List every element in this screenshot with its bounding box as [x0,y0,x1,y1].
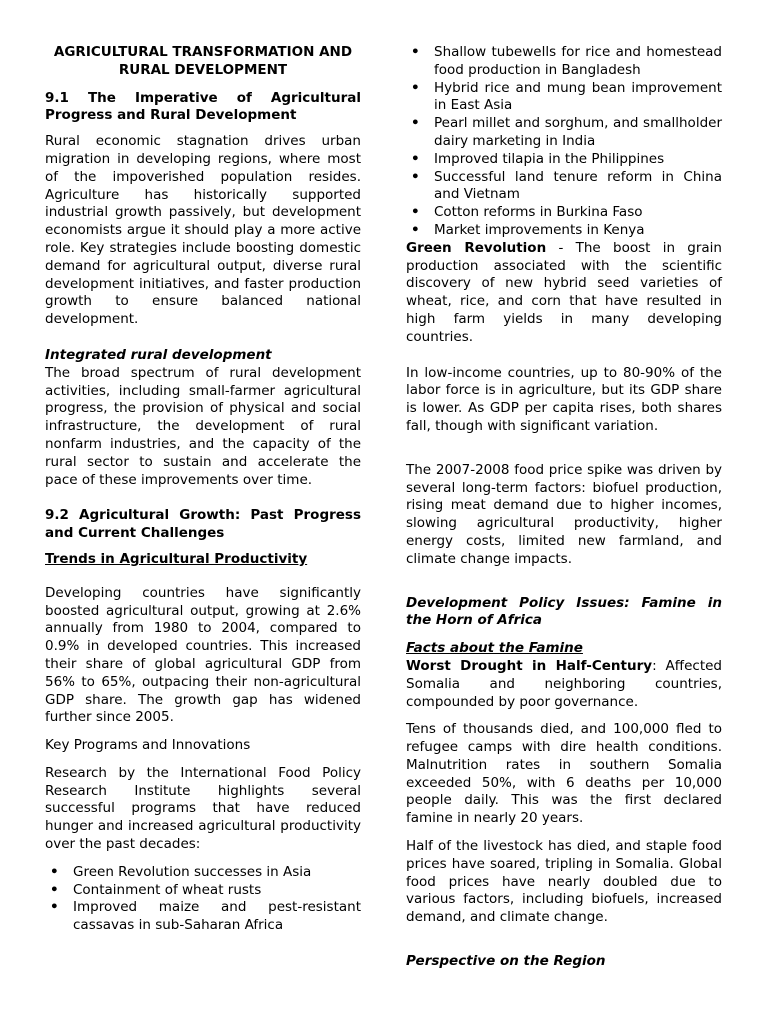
list-item: • Market improvements in Kenya [406,222,722,240]
drought-term: Worst Drought in Half-Century [406,657,653,674]
famine-facts-heading: Facts about the Famine [406,640,583,657]
programs-paragraph: Research by the International Food Policy Research Institute highlights several successful programs that have reduced hunger and increased agricultural productivity over the past decades: [45,764,361,853]
integrated-rural-development-definition: The broad spectrum of rural development activities, including small-farmer agricultural progress, the provision of physical and social infrastructure, the development of rural nonfarm industries, and the capacity of the rural sector to sustain and accelerate the pace of these improvements over time. [45,364,361,488]
trends-paragraph: Developing countries have significantly boosted agricultural output, growing at 2.6% annually from 1980 to 2004, compared to 0.9% in developed countries. This increased their share of global agricultural GDP from 56% to 65%, outpacing their non-agricultural GDP share. The growth gap has widened further since 2005. [45,584,361,726]
list-item: • Hybrid rice and mung bean improvement in East Asia [406,80,722,116]
green-revolution-term: Green Revolution [406,239,547,256]
famine-heading: Development Policy Issues: Famine in the Horn of Africa [406,594,722,629]
left-column [45,44,361,935]
section-9-1-heading: 9.1 The Imperative of Agricultural Progress and Rural Development [45,89,361,124]
drought-text: : Affected Somalia and neighboring countries, compounded by poor governance. [406,657,722,710]
list-item: • Shallow tubewells for rice and homestead food production in Bangladesh [406,44,722,80]
trends-heading: Trends in Agricultural Productivity [45,550,308,567]
programs-heading: Key Programs and Innovations [45,737,251,754]
list-item: • Improved maize and pest-resistant cassavas in sub-Saharan Africa [45,899,361,935]
green-revolution-definition [406,240,722,347]
list-item: • Cotton reforms in Burkina Faso [406,204,722,222]
list-item: • Pearl millet and sorghum, and smallholder dairy marketing in India [406,115,722,151]
food-price-spike-paragraph: The 2007-2008 food price spike was driven by several long-term factors: biofuel production, rising meat demand due to higher incomes, slowing agricultural productivity, higher energy costs, limited new farmland, and climate change impacts. [406,461,722,567]
right-column [406,44,722,971]
labor-force-paragraph: In low-income countries, up to 80-90% of the labor force is in agriculture, but its GDP share is lower. As GDP per capita rises, both shares fall, though with significant variation. [406,364,722,434]
list-item: • Successful land tenure reform in China and Vietnam [406,169,722,205]
green-revolution-text: - The boost in grain production associated with the scientific discovery of new hybrid seed varieties of wheat, rice, and corn that have resulted in high farm yields in many developing countries. [406,239,722,345]
list-item: • Improved tilapia in the Philippines [406,151,722,169]
drought-paragraph [406,658,722,711]
list-item: • Containment of wheat rusts [45,882,361,900]
deaths-paragraph: Tens of thousands died, and 100,000 fled to refugee camps with dire health conditions. Malnutrition rates in southern Somalia exceeded 50%, with 6 deaths per 10,000 people daily. This was the first declared famine in nearly 20 years. [406,721,722,827]
programs-list [45,864,361,935]
section-9-1-paragraph: Rural economic stagnation drives urban migration in developing regions, where most of the impoverished population resides. Agriculture has historically supported industrial growth passively, but development economists argue it should play a more active role. Key strategies include boosting domestic demand for agricultural output, diverse rural development initiatives, and faster production growth to ensure balanced national development. [45,133,361,328]
perspective-heading: Perspective on the Region [406,953,606,970]
programs-list-continued [406,44,722,240]
integrated-rural-development-heading: Integrated rural development [45,346,272,363]
document-title: AGRICULTURAL TRANSFORMATION AND RURAL DEVELOPMENT [53,44,353,78]
section-9-2-heading: 9.2 Agricultural Growth: Past Progress and Current Challenges [45,507,361,542]
list-item: • Green Revolution successes in Asia [45,864,361,882]
livestock-paragraph: Half of the livestock has died, and staple food prices have soared, tripling in Somalia. Global food prices have nearly doubled due to various factors, including biofuels, increased demand, and climate change. [406,838,722,926]
